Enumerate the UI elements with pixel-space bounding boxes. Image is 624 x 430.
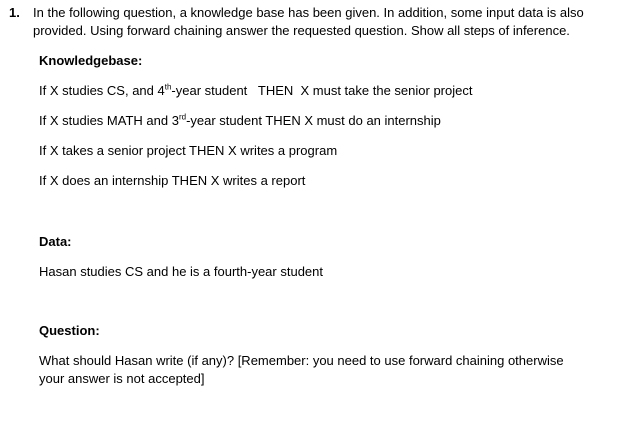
kb-rule-3-text: If X takes a senior project THEN X writes a program xyxy=(39,143,338,158)
question-number: 1. xyxy=(9,5,20,20)
kb-rule-2-pre: If X studies MATH and 3 xyxy=(39,113,179,128)
question-intro-line-2: provided. Using forward chaining answer the requested question. Show all steps of inference. xyxy=(33,23,570,38)
data-heading: Data: xyxy=(39,234,72,249)
kb-rule-2-post: -year student THEN X must do an internship xyxy=(186,113,441,128)
kb-rule-2-sup: rd xyxy=(178,112,187,122)
kb-rule-1-post: -year student THEN X must take the senior project xyxy=(171,83,473,98)
kb-rule-3 xyxy=(39,143,337,158)
question-intro-line-1: In the following question, a knowledge base has been given. In addition, some input data is also xyxy=(33,5,584,20)
kb-rule-4 xyxy=(39,173,305,188)
kb-rule-1-sup: th xyxy=(164,82,172,92)
question-text-line-2: your answer is not accepted] xyxy=(39,371,205,386)
kb-rule-1-pre: If X studies CS, and 4 xyxy=(39,83,165,98)
knowledgebase-heading: Knowledgebase: xyxy=(39,53,143,68)
kb-rule-4-text: If X does an internship THEN X writes a report xyxy=(39,173,306,188)
question-heading: Question: xyxy=(39,323,100,338)
data-text: Hasan studies CS and he is a fourth-year student xyxy=(39,264,323,279)
kb-rule-1 xyxy=(39,83,472,98)
kb-rule-2 xyxy=(39,113,441,128)
question-text-line-1: What should Hasan write (if any)? [Remember: you need to use forward chaining otherwise xyxy=(39,353,564,368)
